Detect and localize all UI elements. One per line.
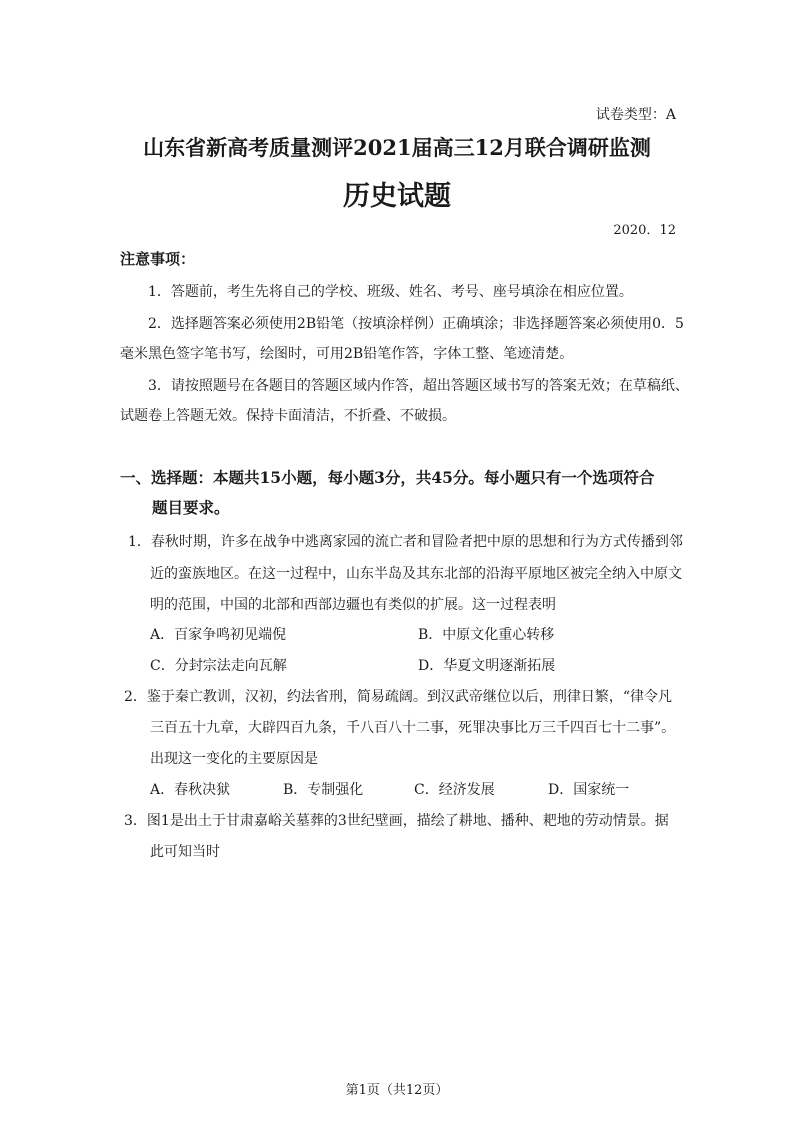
q1-option-b: B．中原文化重心转移 xyxy=(418,627,555,643)
notice-item-3-line-1: 3．请按照题号在各题目的答题区域内作答，超出答题区域书写的答案无效；在草稿纸、 xyxy=(148,378,689,394)
q2-line-2: 三百五十九章，大辟四百九条，千八百八十二事，死罪决事比万三千四百七十二事”。 xyxy=(150,720,676,736)
q1-line-1: 1．春秋时期，许多在战争中逃离家园的流亡者和冒险者把中原的思想和行为方式传播到邻 xyxy=(128,534,683,550)
q2-option-a: A．春秋决狱 xyxy=(150,782,231,798)
q1-option-c: C．分封宗法走向瓦解 xyxy=(150,658,287,674)
q3-line-1: 3．图1是出土于甘肃嘉峪关墓葬的3世纪壁画，描绘了耕地、播种、耙地的劳动情景。据 xyxy=(124,813,669,829)
q1-line-3: 明的范围，中国的北部和西部边疆也有类似的扩展。这一过程表明 xyxy=(150,597,556,613)
section-heading-line-2: 题目要求。 xyxy=(152,498,230,517)
q2-option-d: D．国家统一 xyxy=(548,782,630,798)
notice-heading: 注意事项： xyxy=(120,250,196,268)
q3-line-2: 此可知当时 xyxy=(150,844,220,860)
subject-title: 历史试题 xyxy=(343,181,451,212)
notice-item-2-line-1: 2．选择题答案必须使用2B铅笔（按填涂样例）正确填涂；非选择题答案必须使用0．5 xyxy=(148,316,684,332)
q1-option-d: D．华夏文明逐渐拓展 xyxy=(418,658,556,674)
q2-option-c: C．经济发展 xyxy=(414,782,495,798)
page-number: 第1页（共12页） xyxy=(345,1083,449,1098)
notice-item-2-line-2: 毫米黑色签字笔书写，绘图时，可用2B铅笔作答，字体工整、笔迹清楚。 xyxy=(120,346,574,362)
q2-line-3: 出现这一变化的主要原因是 xyxy=(150,751,318,767)
q2-option-b: B．专制强化 xyxy=(283,782,364,798)
notice-item-3-line-2: 试题卷上答题无效。保持卡面清洁，不折叠、不破损。 xyxy=(120,408,456,424)
q1-option-a: A．百家争鸣初见端倪 xyxy=(150,627,287,643)
section-heading-line-1: 一、选择题：本题共15小题，每小题3分，共45分。每小题只有一个选项符合 xyxy=(120,468,655,487)
paper-type-label: 试卷类型：A xyxy=(595,107,676,123)
notice-item-1: 1．答题前，考生先将自己的学校、班级、姓名、考号、座号填涂在相应位置。 xyxy=(148,284,633,300)
q1-line-2: 近的蛮族地区。在这一过程中，山东半岛及其东北部的沿海平原地区被完全纳入中原文 xyxy=(150,566,682,582)
exam-date: 2020．12 xyxy=(613,223,676,238)
q2-line-1: 2．鉴于秦亡教训，汉初，约法省刑，简易疏阔。到汉武帝继位以后，刑律日繁，“律令凡 xyxy=(124,689,673,705)
exam-title: 山东省新高考质量测评2021届高三12月联合调研监测 xyxy=(143,135,651,160)
